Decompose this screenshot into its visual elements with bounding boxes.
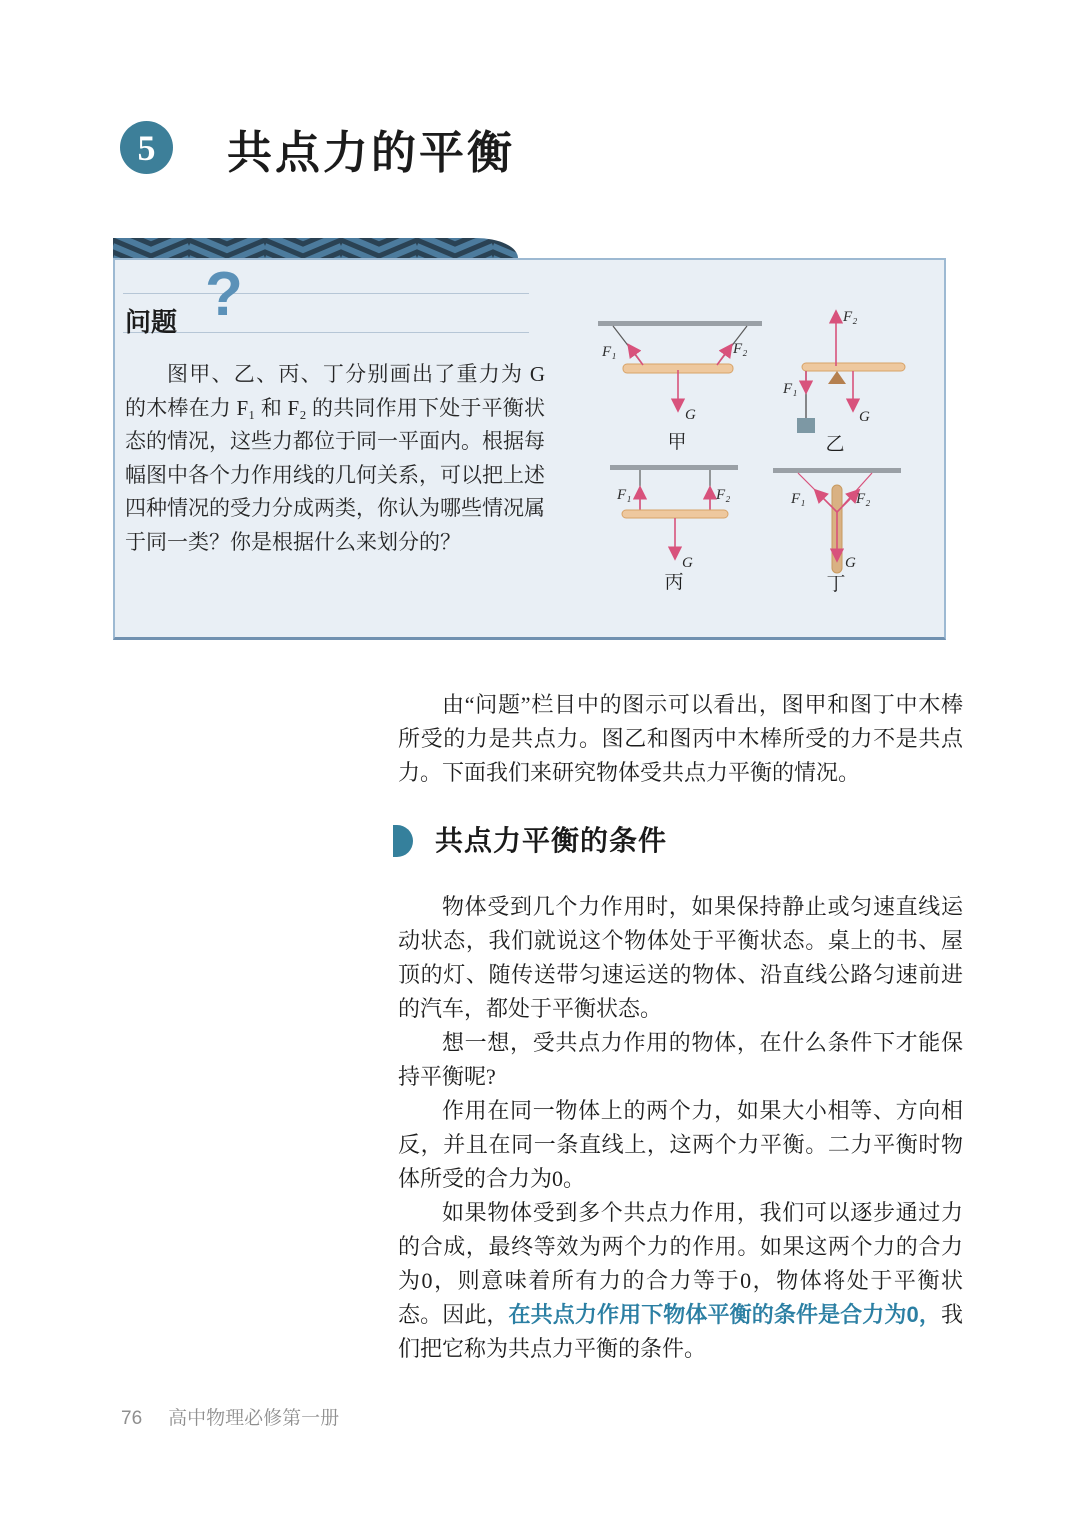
force-label-f2: F₂ <box>843 309 858 325</box>
zigzag-pattern <box>113 238 518 258</box>
paragraph: 物体受到几个力作用时，如果保持静止或匀速直线运动状态，我们就说这个物体处于平衡状态。桌上的书、屋顶的灯、随传送带匀速运送的物体、沿直线公路匀速前进的汽车，都处于平衡状态。 <box>398 894 963 1021</box>
force-label-f1: F₁ <box>783 381 798 397</box>
diagram-bing <box>590 450 780 610</box>
paragraph-text: 我们把它称为共点力平衡的条件。 <box>398 1302 963 1361</box>
section-bullet-icon <box>393 825 413 857</box>
section-heading <box>393 824 963 858</box>
paragraph: 作用在同一物体上的两个力，如果大小相等、方向相反，并且在同一条直线上，这两个力平衡。二力平衡时物体所受的合力为0。 <box>398 1098 963 1191</box>
diagram-ding <box>770 450 960 610</box>
force-arrow-f1 <box>630 347 643 365</box>
problem-text: 图甲、乙、丙、丁分别画出了重力为 G 的木棒在力 F₁ 和 F₂ 的共同作用下处于平衡状态的情况，这些力都位于同一平面内。根据每幅图中各个力作用线的几何关系，可以把上述四种情况的受力分成两类，你认为哪些情况属于同一类？你是根据什么来划分的？ <box>125 362 545 554</box>
force-label-f2: F₂ <box>716 487 731 503</box>
section-number-badge <box>120 121 173 174</box>
section-heading-label: 共点力平衡的条件 <box>435 825 668 856</box>
diagram-jia <box>580 290 780 460</box>
paragraph: 想一想，受共点力作用的物体，在什么条件下才能保持平衡呢? <box>398 1030 963 1089</box>
highlighted-conclusion: 在共点力作用下物体平衡的条件是合力为0， <box>508 1302 941 1327</box>
question-mark-icon: ? <box>205 260 243 329</box>
section-number: 5 <box>137 127 156 168</box>
paragraph: 由“问题”栏目中的图示可以看出，图甲和图丁中木棒所受的力是共点力。图乙和图丙中木棒所受的力不是共点力。下面我们来研究物体受共点力平衡的情况。 <box>398 692 963 785</box>
page-title: 共点力的平衡 <box>227 128 516 178</box>
divider <box>123 293 529 294</box>
diagram-caption: 丁 <box>826 574 846 595</box>
diagram-caption: 丙 <box>664 572 684 593</box>
ceiling-bar <box>598 321 762 326</box>
book-title: 高中物理必修第一册 <box>168 1408 340 1429</box>
force-label-f1: F₁ <box>617 487 632 503</box>
paragraph-text: 如果物体受到多个共点力作用，我们可以逐步通过力的合成，最终等效为两个力的作用。如果这两个力的合力为0，则意味着所有力的合力等于0，物体将处于平衡状态。因此， <box>398 1200 963 1327</box>
force-label-f2: F₂ <box>733 341 748 357</box>
divider <box>123 332 529 333</box>
force-label-g: G <box>859 409 870 425</box>
paragraph <box>398 1196 963 1366</box>
diagram-caption: 甲 <box>667 432 687 453</box>
page-number: 76 <box>121 1408 143 1429</box>
diagram-caption: 乙 <box>825 434 845 455</box>
force-label-f2: F₂ <box>856 491 871 507</box>
rod <box>802 363 905 371</box>
problem-heading: 问题 <box>125 307 178 337</box>
rod <box>622 510 728 518</box>
force-arrow-f2 <box>717 347 730 365</box>
force-label-f1: F₁ <box>602 344 617 360</box>
ceiling-bar <box>773 468 901 473</box>
main-text-column <box>398 688 963 1366</box>
ceiling-bar <box>610 465 738 470</box>
fulcrum-triangle <box>828 371 846 384</box>
diagram-yi <box>780 290 945 460</box>
hanging-weight <box>797 418 815 433</box>
force-label-g: G <box>682 555 693 571</box>
page-footer <box>121 1403 339 1430</box>
force-label-f1: F₁ <box>791 491 806 507</box>
force-label-g: G <box>845 555 856 571</box>
force-label-g: G <box>685 407 696 423</box>
zigzag-band-icon <box>113 238 518 258</box>
